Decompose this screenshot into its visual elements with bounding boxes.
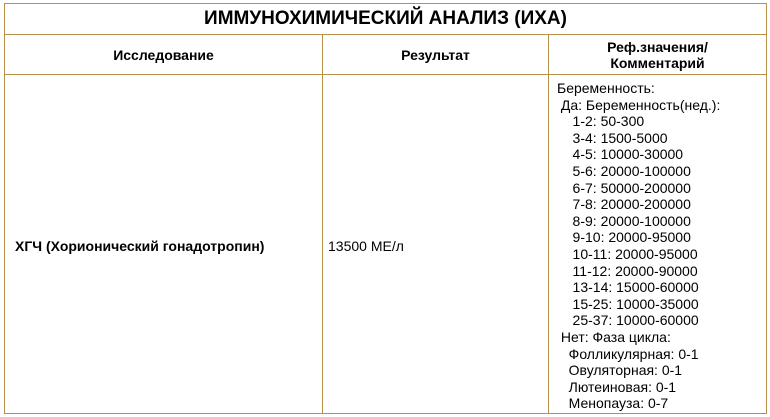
results-table [4,3,767,414]
test-name: ХГЧ (Хорионический гонадотропин) [15,238,265,254]
table-header-row [5,35,766,75]
column-header-test [5,35,323,74]
reference-line: Овуляторная: 0-1 [557,362,683,379]
reference-cell [549,75,766,413]
column-header-result [323,35,549,74]
reference-line: Беременность: [557,80,655,96]
test-name-cell [5,75,323,413]
reference-line: 25-37: 10000-60000 [557,312,699,329]
reference-line: 7-8: 20000-200000 [557,196,691,213]
reference-line: 6-7: 50000-200000 [557,179,691,196]
reference-line: 15-25: 10000-35000 [557,295,699,312]
result-cell [323,75,549,413]
reference-line: 5-6: 20000-100000 [557,162,691,179]
table-row [5,75,766,413]
reference-line: 11-12: 20000-90000 [557,262,698,279]
column-header-reference-line1: Реф.значения/ [607,38,708,55]
reference-line: 9-10: 20000-95000 [557,229,691,246]
column-header-result-label: Результат [401,46,470,63]
reference-values-list [549,75,766,412]
reference-line: Нет: Фаза цикла: [557,328,671,345]
table-title: ИММУНОХИМИЧЕСКИЙ АНАЛИЗ (ИХА) [5,4,766,35]
reference-line: 4-5: 10000-30000 [557,146,684,163]
column-header-test-label: Исследование [113,46,214,63]
reference-line: Фолликулярная: 0-1 [557,345,699,362]
reference-line: Да: Беременность(нед.): [557,96,721,113]
reference-line: 10-11: 20000-95000 [557,245,698,262]
reference-line: Менопауза: 0-7 [557,395,669,412]
reference-line: 13-14: 15000-60000 [557,279,699,296]
reference-line: Лютеиновая: 0-1 [557,378,677,395]
column-header-reference-line2: Комментарий [610,54,705,71]
reference-line: 1-2: 50-300 [557,113,645,130]
reference-line: 8-9: 20000-100000 [557,212,691,229]
column-header-reference [549,35,766,74]
result-value: 13500 МЕ/л [328,238,404,254]
reference-line: 3-4: 1500-5000 [557,129,668,146]
